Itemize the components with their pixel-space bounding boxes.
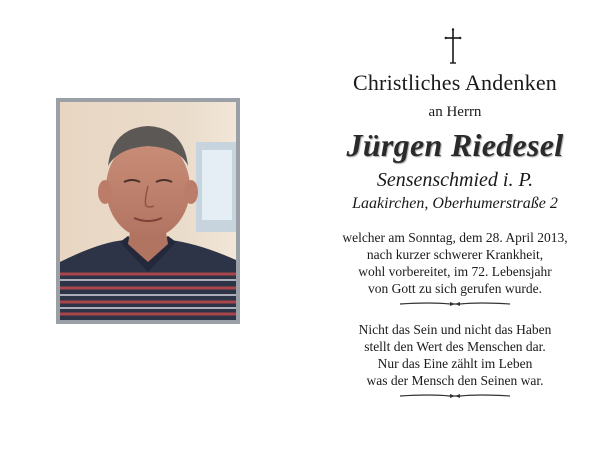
- poem-line: Nicht das Sein und nicht das Haben: [358, 322, 552, 337]
- address: Laakirchen, Oberhumerstraße 2: [352, 195, 558, 212]
- memorial-poem: [330, 321, 580, 389]
- poem-line: was der Mensch den Seinen war.: [366, 373, 544, 388]
- death-notice: [330, 229, 580, 297]
- death-notice-line: wohl vorbereitet, im 72. Lebensjahr: [358, 264, 552, 279]
- death-notice-line: von Gott zu sich gerufen wurde.: [368, 281, 542, 296]
- death-notice-line: nach kurzer schwerer Krankheit,: [366, 247, 544, 262]
- salutation: an Herrn: [428, 104, 482, 120]
- portrait-photo: [60, 102, 236, 320]
- occupation: Sensenschmied i. P.: [376, 169, 534, 191]
- poem-line: stellt den Wert des Menschen dar.: [364, 339, 546, 354]
- portrait-photo-frame: [56, 98, 240, 324]
- poem-line: Nur das Eine zählt im Leben: [377, 356, 533, 371]
- deceased-name: Jürgen Riedesel: [346, 127, 564, 163]
- ornament-divider: [400, 393, 510, 399]
- death-notice-line: welcher am Sonntag, dem 28. April 2013,: [342, 230, 568, 245]
- card-title: Christliches Andenken: [352, 70, 557, 95]
- cross-icon: [444, 28, 462, 64]
- ornament-divider: [400, 301, 510, 307]
